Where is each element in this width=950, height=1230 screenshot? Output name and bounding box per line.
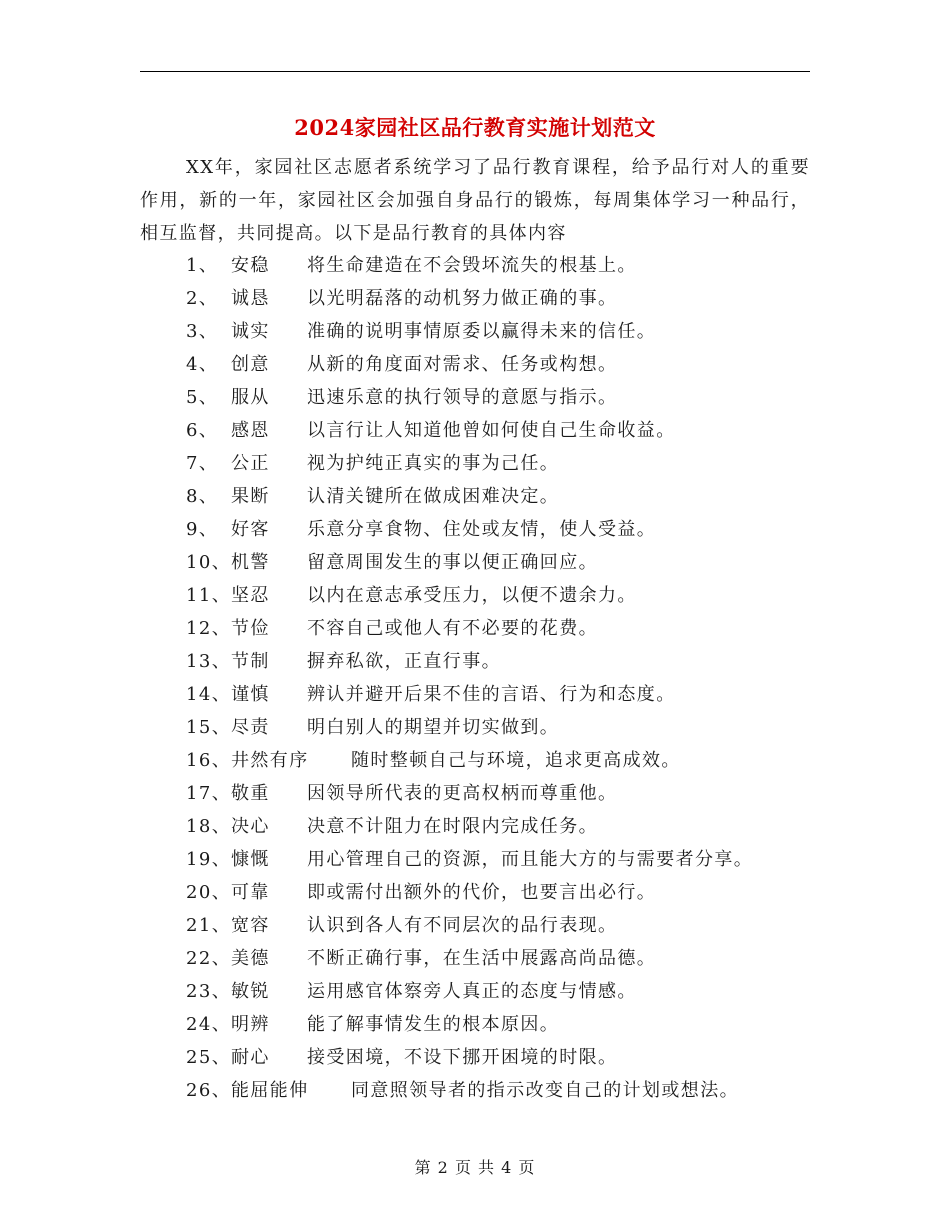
intro-paragraph — [140, 151, 810, 250]
item-number: 2、 — [186, 288, 219, 309]
item-description: 认清关键所在做成困难决定。 — [307, 486, 560, 507]
list-item — [186, 942, 806, 975]
item-virtue-name: 感恩 — [231, 420, 270, 441]
list-item — [186, 876, 806, 909]
item-virtue-name: 果断 — [231, 486, 270, 507]
item-number: 13、 — [186, 651, 232, 672]
list-item — [186, 447, 806, 480]
list-item — [186, 909, 806, 942]
list-item — [186, 546, 806, 579]
item-virtue-name: 敬重 — [231, 783, 270, 804]
item-number: 19、 — [186, 849, 232, 870]
item-number: 17、 — [186, 783, 232, 804]
item-virtue-name: 可靠 — [231, 882, 270, 903]
item-number: 11、 — [186, 585, 232, 606]
item-description: 以内在意志承受压力，以便不遗余力。 — [307, 585, 637, 606]
item-description: 乐意分享食物、住处或友情，使人受益。 — [307, 519, 657, 540]
item-virtue-name: 诚恳 — [231, 288, 270, 309]
item-number: 15、 — [186, 717, 232, 738]
item-number: 1、 — [186, 255, 219, 276]
item-number: 14、 — [186, 684, 232, 705]
item-virtue-name: 宽容 — [231, 915, 270, 936]
list-item — [186, 480, 806, 513]
item-virtue-name: 慷慨 — [231, 849, 270, 870]
list-item — [186, 678, 806, 711]
item-description: 决意不计阻力在时限内完成任务。 — [307, 816, 598, 837]
item-number: 5、 — [186, 387, 219, 408]
list-item — [186, 513, 806, 546]
item-virtue-name: 机警 — [231, 552, 270, 573]
list-item — [186, 1041, 806, 1074]
item-virtue-name: 谨慎 — [231, 684, 270, 705]
page-footer: 第 2 页 共 4 页 — [414, 1158, 536, 1177]
list-item — [186, 612, 806, 645]
item-description: 认识到各人有不同层次的品行表现。 — [307, 915, 618, 936]
item-description: 随时整顿自己与环境，追求更高成效。 — [351, 750, 681, 771]
item-description: 不断正确行事，在生活中展露高尚品德。 — [307, 948, 657, 969]
item-description: 明白别人的期望并切实做到。 — [307, 717, 560, 738]
list-item — [186, 843, 806, 876]
item-description: 以言行让人知道他曾如何使自己生命收益。 — [307, 420, 676, 441]
item-description: 接受困境，不设下挪开困境的时限。 — [307, 1047, 618, 1068]
list-item — [186, 282, 806, 315]
item-description: 从新的角度面对需求、任务或构想。 — [307, 354, 618, 375]
item-number: 7、 — [186, 453, 219, 474]
list-item — [186, 1074, 806, 1107]
item-description: 运用感官体察旁人真正的态度与情感。 — [307, 981, 637, 1002]
item-number: 9、 — [186, 519, 219, 540]
item-description: 即或需付出额外的代价，也要言出必行。 — [307, 882, 657, 903]
item-virtue-name: 井然有序 — [231, 750, 309, 771]
item-virtue-name: 敏锐 — [231, 981, 270, 1002]
item-description: 能了解事情发生的根本原因。 — [307, 1014, 560, 1035]
item-virtue-name: 诚实 — [231, 321, 270, 342]
item-number: 8、 — [186, 486, 219, 507]
item-virtue-name: 坚忍 — [231, 585, 270, 606]
item-number: 10、 — [186, 552, 232, 573]
item-virtue-name: 决心 — [231, 816, 270, 837]
item-description: 将生命建造在不会毁坏流失的根基上。 — [307, 255, 637, 276]
list-item — [186, 381, 806, 414]
item-number: 21、 — [186, 915, 232, 936]
item-description: 准确的说明事情原委以赢得未来的信任。 — [307, 321, 657, 342]
item-number: 25、 — [186, 1047, 232, 1068]
item-description: 摒弃私欲，正直行事。 — [307, 651, 501, 672]
intro-text: XX年，家园社区志愿者系统学习了品行教育课程，给予品行对人的重要作用，新的一年，家园社区会加强自身品行的锻炼，每周集体学习一种品行，相互监督，共同提高。以下是品行教育的具体内容 — [140, 157, 810, 244]
item-number: 3、 — [186, 321, 219, 342]
item-description: 用心管理自己的资源，而且能大方的与需要者分享。 — [307, 849, 754, 870]
item-number: 16、 — [186, 750, 232, 771]
list-item — [186, 348, 806, 381]
item-number: 20、 — [186, 882, 232, 903]
list-item — [186, 414, 806, 447]
item-description: 不容自己或他人有不必要的花费。 — [307, 618, 598, 639]
list-item — [186, 315, 806, 348]
list-item — [186, 744, 806, 777]
item-description: 以光明磊落的动机努力做正确的事。 — [307, 288, 618, 309]
item-virtue-name: 耐心 — [231, 1047, 270, 1068]
item-virtue-name: 美德 — [231, 948, 270, 969]
item-number: 12、 — [186, 618, 232, 639]
list-item — [186, 810, 806, 843]
item-description: 辨认并避开后果不佳的言语、行为和态度。 — [307, 684, 676, 705]
item-number: 24、 — [186, 1014, 232, 1035]
item-number: 6、 — [186, 420, 219, 441]
item-number: 23、 — [186, 981, 232, 1002]
list-item — [186, 249, 806, 282]
item-number: 26、 — [186, 1080, 232, 1101]
item-virtue-name: 尽责 — [231, 717, 270, 738]
header-rule — [140, 71, 810, 72]
item-description: 因领导所代表的更高权柄而尊重他。 — [307, 783, 618, 804]
virtue-list — [186, 249, 806, 1107]
item-virtue-name: 安稳 — [231, 255, 270, 276]
item-virtue-name: 服从 — [231, 387, 270, 408]
item-number: 22、 — [186, 948, 232, 969]
item-description: 迅速乐意的执行领导的意愿与指示。 — [307, 387, 618, 408]
document-title: 2024家园社区品行教育实施计划范文 — [294, 115, 656, 140]
list-item — [186, 777, 806, 810]
item-virtue-name: 明辨 — [231, 1014, 270, 1035]
list-item — [186, 579, 806, 612]
item-virtue-name: 公正 — [231, 453, 270, 474]
item-description: 视为护纯正真实的事为己任。 — [307, 453, 560, 474]
list-item — [186, 711, 806, 744]
item-virtue-name: 创意 — [231, 354, 270, 375]
item-virtue-name: 能屈能伸 — [231, 1080, 309, 1101]
item-virtue-name: 节制 — [231, 651, 270, 672]
list-item — [186, 1008, 806, 1041]
item-virtue-name: 节俭 — [231, 618, 270, 639]
list-item — [186, 645, 806, 678]
item-virtue-name: 好客 — [231, 519, 270, 540]
item-number: 18、 — [186, 816, 232, 837]
item-description: 留意周围发生的事以便正确回应。 — [307, 552, 598, 573]
list-item — [186, 975, 806, 1008]
item-description: 同意照领导者的指示改变自己的计划或想法。 — [351, 1080, 739, 1101]
item-number: 4、 — [186, 354, 219, 375]
